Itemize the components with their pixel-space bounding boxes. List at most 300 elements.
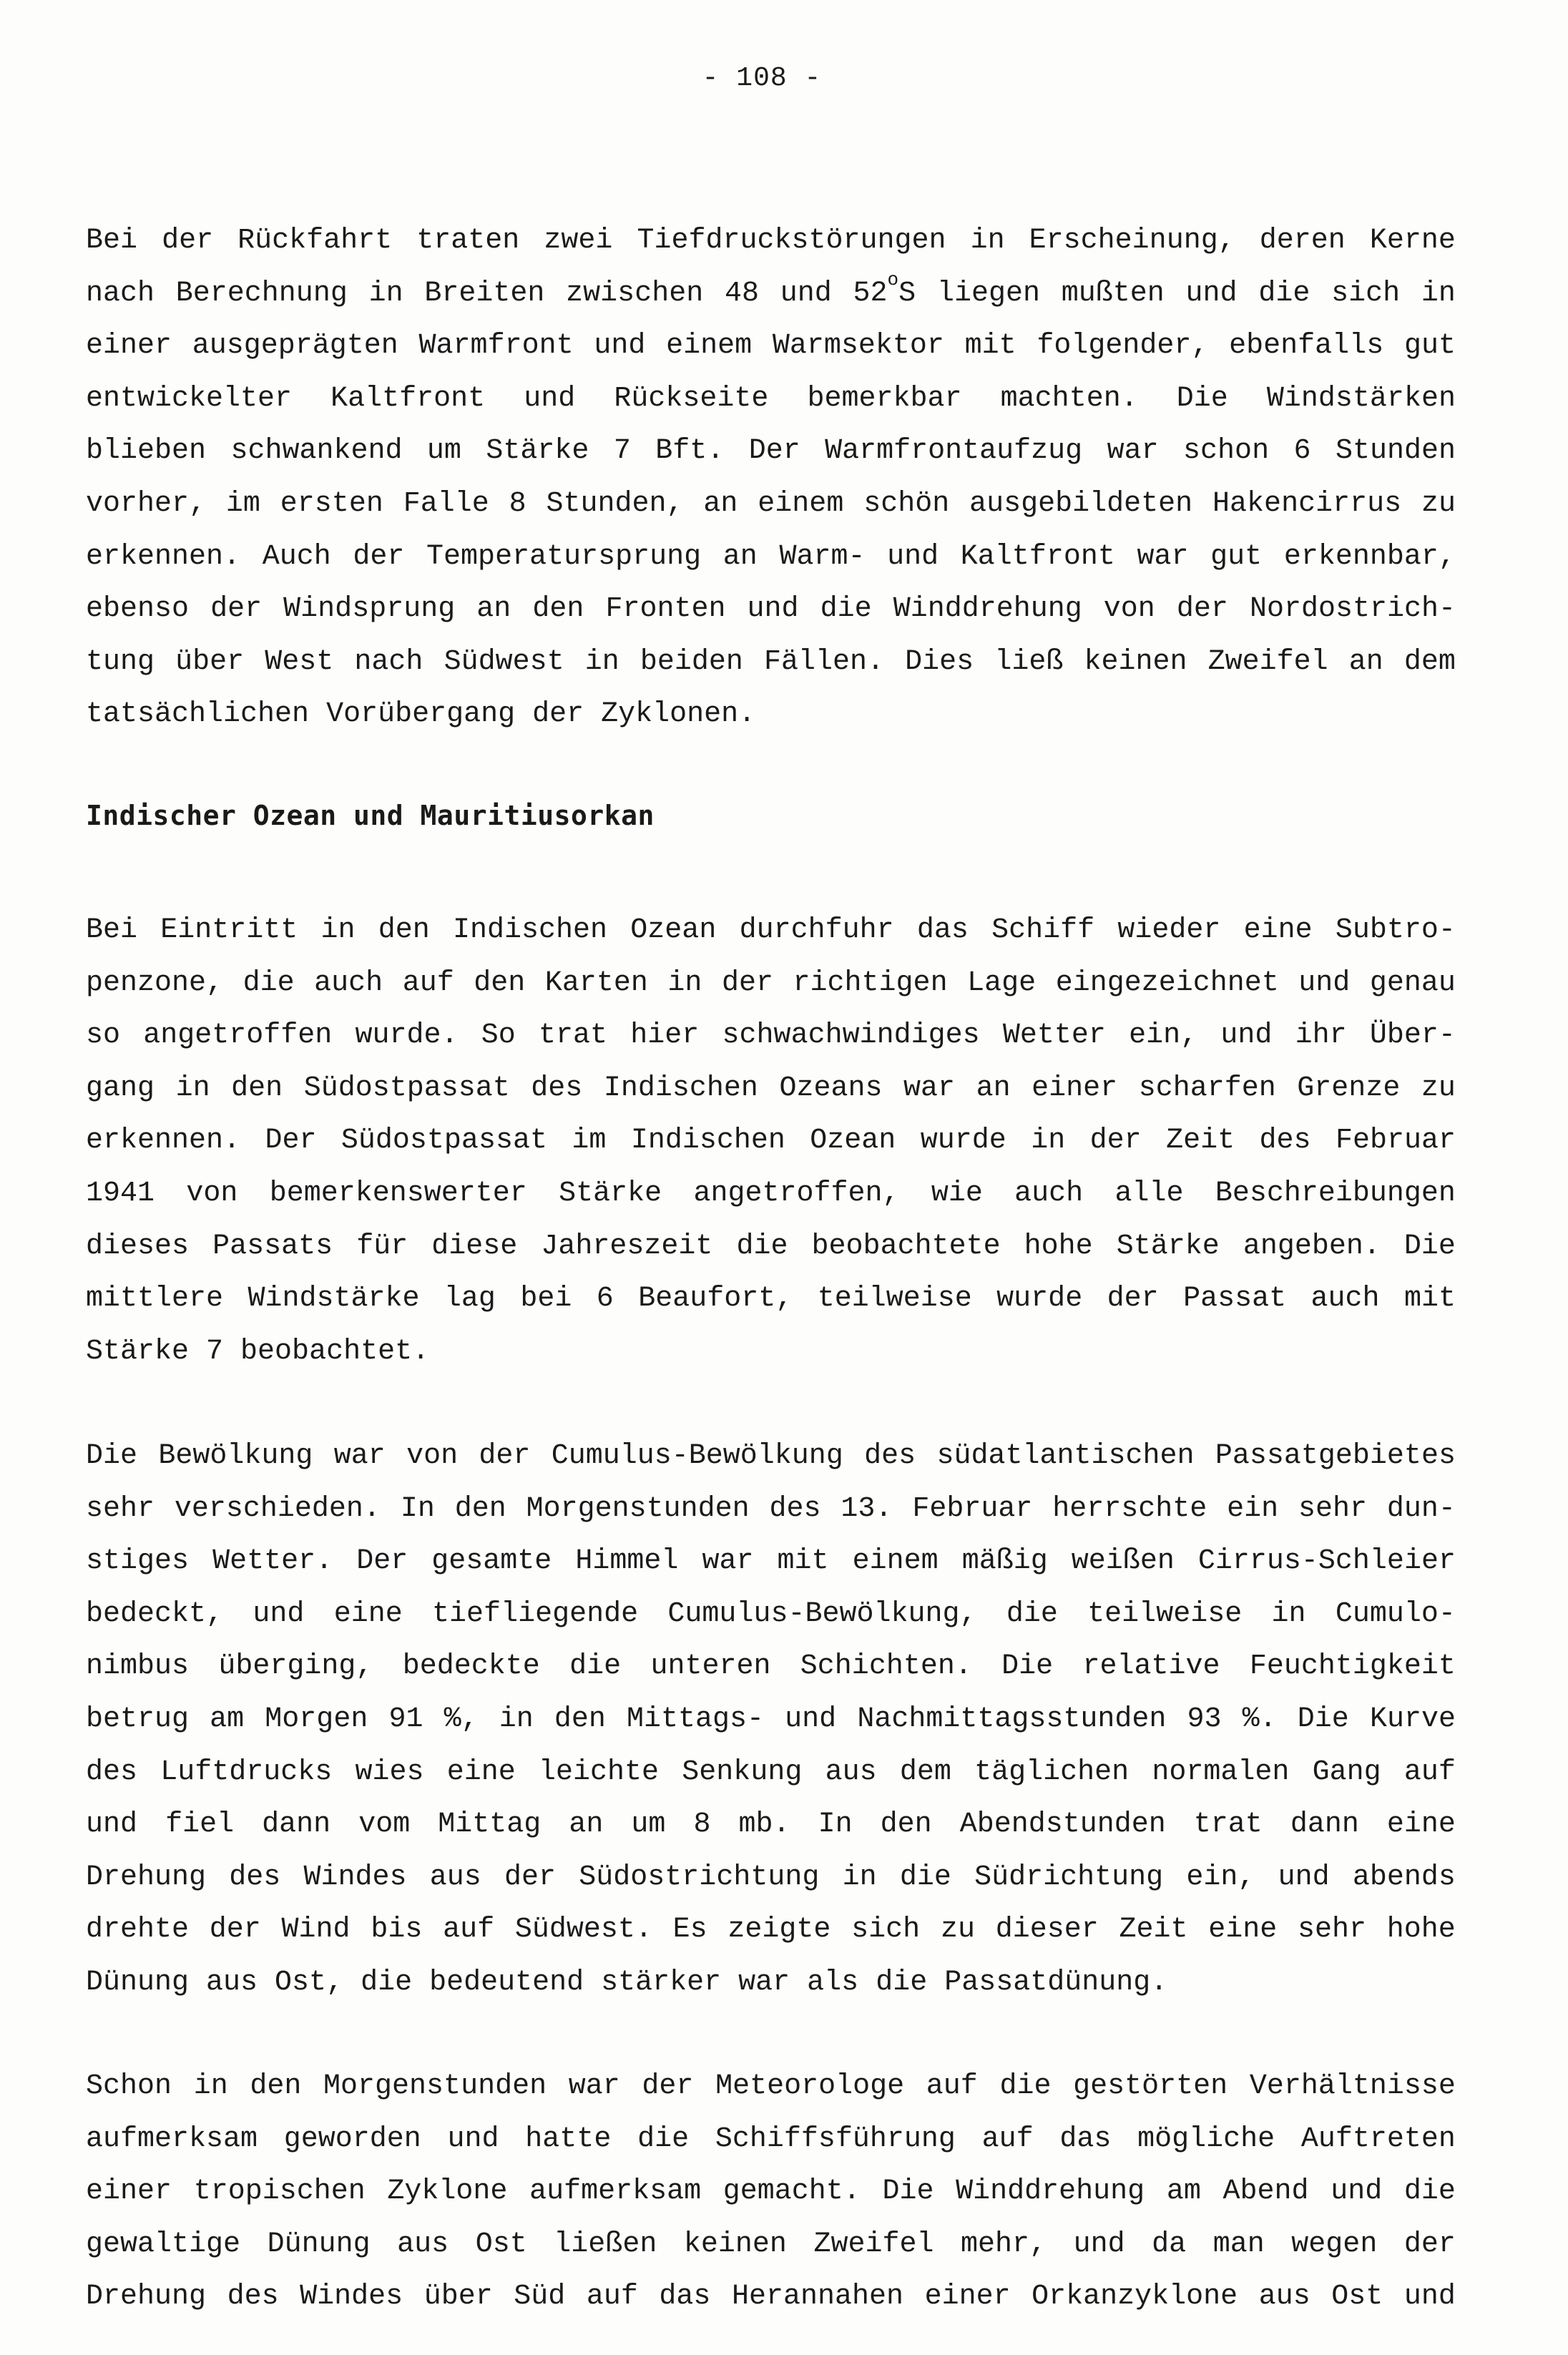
word: angetroffen (143, 1019, 333, 1052)
word: Cirrus-Schleier (1197, 1545, 1456, 1578)
word: Bei (86, 225, 138, 257)
text-line (86, 1273, 1456, 1326)
word: eine (446, 1756, 516, 1788)
word: Nordostrich- (1249, 593, 1456, 626)
word: eine (1386, 1808, 1456, 1841)
text-line (86, 1957, 1456, 2009)
word: und (1073, 2228, 1125, 2261)
word: Schon (86, 2070, 172, 2102)
word: aus (206, 1966, 258, 1999)
word: Die (86, 1440, 138, 1472)
word: in (584, 645, 619, 678)
word: in (970, 225, 1005, 257)
text-line (86, 2165, 1456, 2218)
word: Februar (1335, 1125, 1456, 1157)
word: richtigen (793, 966, 948, 999)
word: in (667, 966, 702, 999)
word: einem (852, 1545, 939, 1578)
word: ein (1227, 1492, 1279, 1525)
text-line (86, 1220, 1456, 1273)
word: auf (981, 2123, 1034, 2155)
word: erkennen. (86, 540, 241, 573)
word: die (876, 1966, 928, 1999)
word: 1941 (86, 1177, 155, 1210)
word: Südwest (444, 645, 564, 678)
word: für (356, 1230, 408, 1263)
word: ausgeprägten (192, 330, 398, 363)
word: leichte (539, 1756, 660, 1788)
word: der (162, 225, 214, 257)
word: und (86, 1808, 138, 1841)
word: Zyklone (387, 2175, 508, 2208)
text-line (86, 268, 1456, 320)
word: dieser (995, 1914, 1099, 1947)
word: schön (863, 487, 950, 520)
word: Zeit (1119, 1914, 1188, 1947)
word: relative (1082, 1650, 1220, 1683)
word: abends (1352, 1861, 1456, 1894)
word: Stunden (1335, 435, 1456, 468)
word: des (229, 1861, 281, 1894)
word: wurde (996, 1283, 1083, 1316)
word: war (702, 1545, 754, 1578)
word: die (1403, 2175, 1456, 2208)
word: gut (1403, 330, 1456, 363)
word: den (250, 2070, 302, 2102)
word: einer (86, 330, 172, 363)
word: dann (262, 1808, 331, 1841)
word: Kaltfront (330, 382, 486, 415)
word: wegen (1291, 2228, 1378, 2261)
word: Ozeans (779, 1072, 883, 1105)
text-line (86, 1851, 1456, 1904)
word: deren (1259, 225, 1346, 257)
word: auf (443, 1914, 495, 1947)
word: mögliche (1137, 2123, 1275, 2155)
word: Passat (1183, 1283, 1287, 1316)
word: Grenze (1297, 1072, 1401, 1105)
word: die (820, 593, 872, 626)
word: Stärke (486, 435, 589, 468)
word: beiden (640, 645, 743, 678)
word: dem (899, 1756, 951, 1788)
word: wie (931, 1177, 983, 1210)
word: die (637, 2123, 690, 2155)
word: Passatgebietes (1215, 1440, 1456, 1472)
word: die (569, 1650, 622, 1683)
word: gut (1210, 540, 1263, 573)
word: bedeckt, (86, 1597, 224, 1630)
word: angetroffen, (693, 1177, 900, 1210)
word: einer (1032, 1072, 1118, 1105)
word: Dünung (86, 1966, 190, 1999)
word: Indischen (453, 914, 608, 946)
word: der (210, 593, 263, 626)
word: um (426, 435, 461, 468)
word: der (1176, 593, 1228, 626)
text-line (86, 1326, 1456, 1379)
word: lag (444, 1283, 496, 1316)
word: auf (1403, 1756, 1456, 1788)
word: auch (1014, 1177, 1084, 1210)
word: an (476, 593, 511, 626)
text-line (86, 583, 1456, 636)
word: und (253, 1597, 305, 1630)
word: Kaltfront (960, 540, 1115, 573)
word: Drehung (86, 1861, 207, 1894)
text-line (86, 478, 1456, 531)
word: folgender, (1037, 330, 1209, 363)
word: der (1089, 1125, 1142, 1157)
word: Cumulus-Bewölkung, (667, 1597, 977, 1630)
word: hohe (1024, 1230, 1093, 1263)
word: Die (1001, 1650, 1054, 1683)
word: südatlantischen (936, 1440, 1195, 1472)
word: auch (314, 966, 383, 999)
word: erkennbar, (1283, 540, 1456, 573)
word: das (659, 2281, 711, 2314)
word: den (554, 1703, 606, 1735)
word: gestörten (1073, 2070, 1228, 2102)
word: und (780, 277, 832, 310)
word: war (568, 2070, 620, 2102)
text-line (86, 1588, 1456, 1641)
word: der (532, 698, 584, 731)
word: keinen (1084, 645, 1187, 678)
word: Auftreten (1300, 2123, 1456, 2155)
word: 13. (841, 1492, 893, 1525)
text-line (86, 2060, 1456, 2113)
word: Erscheinung, (1029, 225, 1235, 257)
word: 8 (509, 487, 526, 520)
word: und (524, 382, 576, 415)
word: im (225, 487, 260, 520)
word: in (842, 1861, 877, 1894)
word: war (1107, 435, 1159, 468)
word: sehr (86, 1492, 155, 1525)
word: hier (630, 1019, 700, 1052)
word: ein, (1186, 1861, 1255, 1894)
word: in (320, 914, 356, 946)
word: Windes (303, 1861, 407, 1894)
word: Abendstunden (959, 1808, 1166, 1841)
word: auf (926, 2070, 978, 2102)
word: bedeutend (429, 1966, 584, 1999)
word: mäßig (961, 1545, 1048, 1578)
word: an (1348, 645, 1383, 678)
word: Bft. (655, 435, 725, 468)
word: diese (431, 1230, 518, 1263)
word: trat (539, 1019, 608, 1052)
word: betrug (86, 1703, 190, 1735)
word: West (265, 645, 334, 678)
word: herrschte (1052, 1492, 1207, 1525)
word: Schiffsführung (715, 2123, 956, 2155)
word: Kerne (1369, 225, 1456, 257)
word: blieben (86, 435, 207, 468)
word: Die (1403, 1230, 1456, 1263)
word: Cumulo- (1335, 1597, 1456, 1630)
word: Luftdrucks (160, 1756, 333, 1788)
word: und (1185, 277, 1238, 310)
word: mehr, (961, 2228, 1047, 2261)
word: Der (265, 1125, 317, 1157)
text-line (86, 1904, 1456, 1957)
text-line (86, 1009, 1456, 1062)
word: so (86, 1019, 121, 1052)
word: Morgen (265, 1703, 368, 1735)
word: Fronten (605, 593, 726, 626)
word: ihr (1295, 1019, 1347, 1052)
word: tropischen (193, 2175, 366, 2208)
word: penzone, (86, 966, 224, 999)
word: beobachtete (811, 1230, 1001, 1263)
word: erkennen. (86, 1125, 241, 1157)
word: ein, (1129, 1019, 1198, 1052)
word: 93 (1187, 1703, 1222, 1735)
word: und (447, 2123, 499, 2155)
word: Indischen (603, 1072, 758, 1105)
word: Ozean (630, 914, 717, 946)
text-line (86, 1430, 1456, 1483)
word: Die (1297, 1703, 1349, 1735)
word: Berechnung (175, 277, 348, 310)
word: aus (825, 1756, 877, 1788)
word: Rückfahrt (237, 225, 393, 257)
word: aus (397, 2228, 449, 2261)
word: Warm- (779, 540, 866, 573)
word: schwachwindiges (722, 1019, 980, 1052)
word: Vorübergang (326, 698, 516, 731)
word: unteren (650, 1650, 771, 1683)
word: Der (748, 435, 800, 468)
word: zu (940, 1914, 975, 1947)
word: dem (1403, 645, 1456, 678)
word: Windstärke (248, 1283, 420, 1316)
word: nach (354, 645, 423, 678)
text-line (86, 2113, 1456, 2166)
word: aus (429, 1861, 481, 1894)
text-line (86, 1167, 1456, 1220)
word: Feuchtigkeit (1249, 1650, 1456, 1683)
word: 8 (693, 1808, 711, 1841)
word: schon (1183, 435, 1270, 468)
word: dieses (86, 1230, 190, 1263)
word: Falle (403, 487, 489, 520)
word: und (594, 330, 646, 363)
word: der (1107, 1283, 1159, 1316)
word: Breiten (424, 277, 545, 310)
word: den (880, 1808, 932, 1841)
word: und (887, 540, 939, 573)
word: genau (1369, 966, 1456, 999)
paragraph-meteorologist (86, 2060, 1456, 2324)
word: an (722, 540, 758, 573)
word: Passatdünung. (944, 1966, 1168, 1999)
word: sich (851, 1914, 921, 1947)
text-line (86, 1483, 1456, 1536)
word: Passats (212, 1230, 333, 1263)
paragraph-return-voyage (86, 215, 1456, 741)
word: eine (1243, 914, 1313, 946)
word: in (1421, 277, 1456, 310)
word: das (1059, 2123, 1112, 2155)
word: Nachmittagsstunden (857, 1703, 1167, 1735)
word: aus (1258, 2281, 1310, 2314)
word: Auch (262, 540, 331, 573)
word: gewaltige (86, 2228, 241, 2261)
word: Warmfrontaufzug (825, 435, 1083, 468)
word: fiel (165, 1808, 235, 1841)
word: des (864, 1440, 916, 1472)
word: überging, (218, 1650, 373, 1683)
word: das (916, 914, 969, 946)
word: vom (358, 1808, 411, 1841)
word: Ost, (275, 1966, 344, 1999)
word: 6 (1293, 435, 1311, 468)
word: hatte (525, 2123, 612, 2155)
word: Südwest. (514, 1914, 652, 1947)
word: des (769, 1492, 821, 1525)
word: Warmsektor (772, 330, 944, 363)
word: war (1137, 540, 1189, 573)
word: einem (666, 330, 753, 363)
word: Es (672, 1914, 707, 1947)
word: Herannahen (731, 2281, 904, 2314)
page-number: - 108 - (702, 63, 822, 94)
word: Ost (1331, 2281, 1383, 2314)
word: Wind (281, 1914, 351, 1947)
word: die (736, 1230, 788, 1263)
text-line (86, 320, 1456, 373)
word: als (807, 1966, 859, 1999)
word: Warmfront (418, 330, 574, 363)
word: der (721, 966, 773, 999)
word: Eintritt (160, 914, 298, 946)
text-line (86, 425, 1456, 478)
word: Drehung (86, 2281, 207, 2314)
word: beobachtet. (240, 1335, 430, 1368)
word: da (1152, 2228, 1187, 2261)
word: und (747, 593, 799, 626)
word: am (210, 1703, 245, 1735)
text-line (86, 636, 1456, 689)
word: trat (1193, 1808, 1263, 1841)
word: ebenso (86, 593, 190, 626)
word: hohe (1386, 1914, 1456, 1947)
word: Windstärken (1266, 382, 1456, 415)
word: Bei (86, 914, 138, 946)
word: täglichen (974, 1756, 1130, 1788)
word: bemerkbar (807, 382, 962, 415)
word: und (785, 1703, 837, 1735)
word: einer (924, 2281, 1011, 2314)
word: sich (1331, 277, 1401, 310)
word: an (703, 487, 738, 520)
word: dun- (1386, 1492, 1456, 1525)
word: in (193, 2070, 228, 2102)
word: mit (964, 330, 1016, 363)
word: entwickelter (86, 382, 293, 415)
word: Beaufort, (638, 1283, 793, 1316)
text-line (86, 1115, 1456, 1167)
word: stärker (601, 1966, 722, 1999)
text-line (86, 688, 1456, 741)
word: Stärke (86, 1335, 190, 1368)
text-line (86, 1640, 1456, 1693)
word: weißen (1071, 1545, 1175, 1578)
word: mußten (1061, 277, 1165, 310)
word: Stärke (559, 1177, 662, 1210)
word: und (1278, 1861, 1330, 1894)
word: Windsprung (283, 593, 456, 626)
word: geworden (283, 2123, 421, 2155)
word: wurde. (355, 1019, 459, 1052)
word: Februar (912, 1492, 1033, 1525)
word: Wetter (1002, 1019, 1106, 1052)
word: durchfuhr (739, 914, 894, 946)
word: und (1220, 1019, 1273, 1052)
word: 6 (596, 1283, 614, 1316)
word: Die (1176, 382, 1228, 415)
word: war (333, 1440, 386, 1472)
word: sehr (1298, 1492, 1368, 1525)
word: Temperatursprung (426, 540, 702, 573)
word: Süd (514, 2281, 566, 2314)
word: gemacht. (722, 2175, 861, 2208)
word: Cumulus-Bewölkung (551, 1440, 843, 1472)
text-line (86, 1062, 1456, 1115)
word: ebenfalls (1229, 330, 1384, 363)
word: Über- (1369, 1019, 1456, 1052)
word: der (209, 1914, 261, 1947)
word: in (499, 1703, 534, 1735)
word: Südostpassat (303, 1072, 510, 1105)
word: Orkanzyklone (1032, 2281, 1238, 2314)
word: liegen (936, 277, 1040, 310)
word: bemerkenswerter (269, 1177, 527, 1210)
text-line (86, 1535, 1456, 1588)
word: Rückseite (614, 382, 769, 415)
word: Indischen (630, 1125, 785, 1157)
word: 91 (388, 1703, 423, 1735)
word: nimbus (86, 1650, 190, 1683)
word: des (531, 1072, 583, 1105)
word: zwei (544, 225, 613, 257)
word: Zyklonen. (601, 698, 756, 731)
text-line (86, 373, 1456, 426)
word: von (186, 1177, 238, 1210)
word: die (999, 2070, 1052, 2102)
word: Tiefdruckstörungen (637, 225, 946, 257)
word: bis (371, 1914, 423, 1947)
word: drehte (86, 1914, 190, 1947)
word: dann (1290, 1808, 1359, 1841)
word: Dünung (267, 2228, 371, 2261)
word: tung (86, 645, 155, 678)
word: schwankend (230, 435, 403, 468)
word: teilweise (1087, 1597, 1243, 1630)
word: Abend (1222, 2175, 1309, 2208)
word: Himmel (575, 1545, 679, 1578)
word: an (569, 1808, 604, 1841)
word: In (400, 1492, 435, 1525)
word: man (1212, 2228, 1265, 2261)
word: den (231, 1072, 283, 1105)
word: Mittags- (627, 1703, 765, 1735)
word: eine (333, 1597, 403, 1630)
word: Stunden, (546, 487, 684, 520)
